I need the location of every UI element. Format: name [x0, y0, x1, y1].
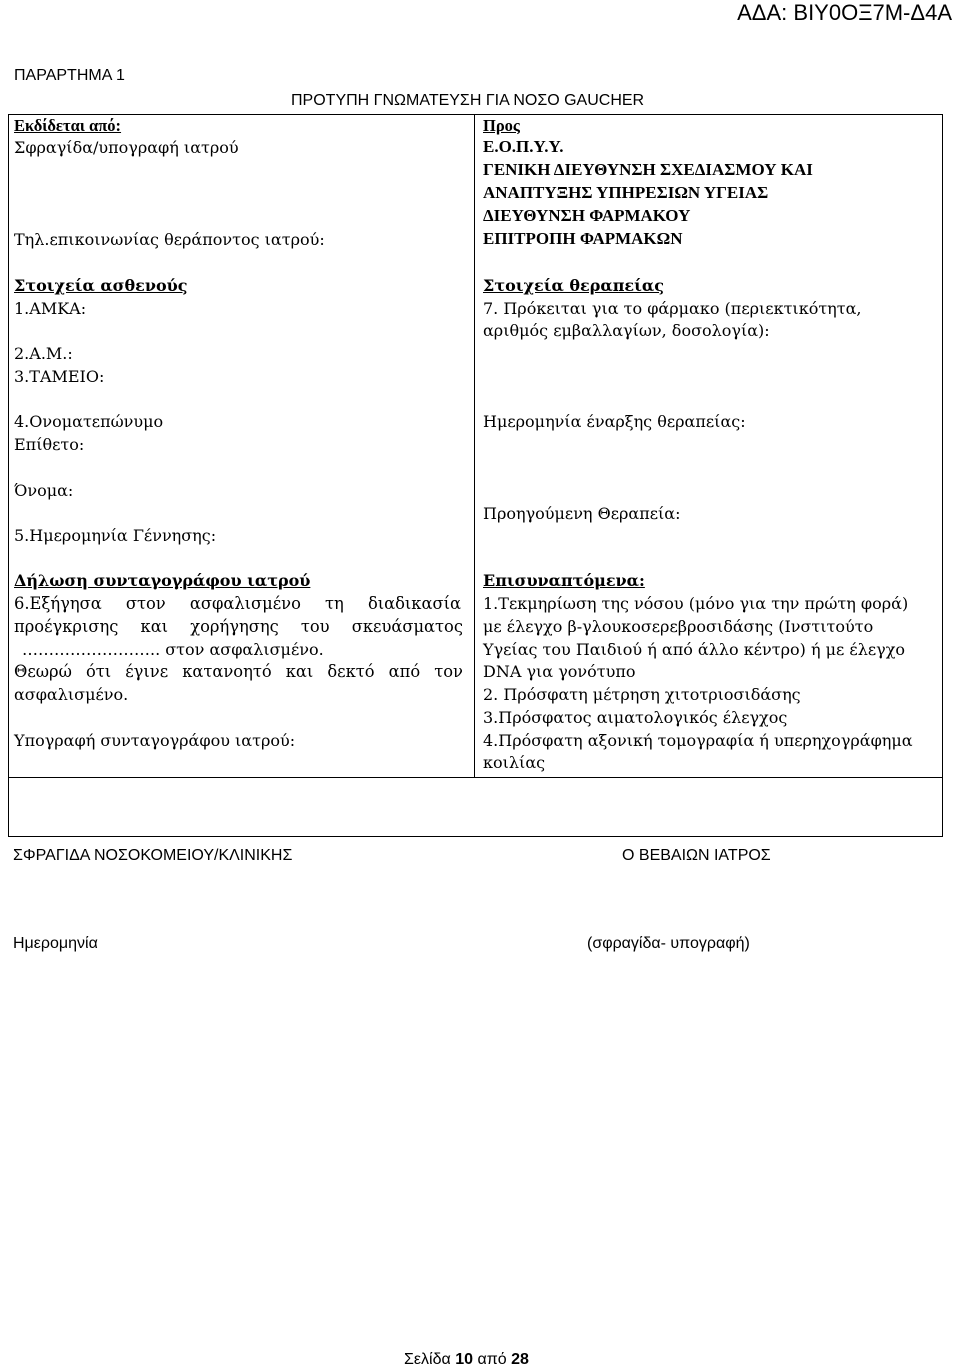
declaration-word: διαδικασία [367, 594, 461, 613]
page-number [404, 1351, 529, 1369]
first-name-field: Όνομα: [14, 481, 74, 500]
surname-field: Επίθετο: [14, 435, 85, 454]
declaration-word: 6.Εξήγησα [14, 594, 102, 613]
recipient-line: ΔΙΕΥΘΥΝΣΗ ΦΑΡΜΑΚΟΥ [483, 206, 691, 225]
declaration-heading: Δήλωση συνταγογράφου ιατρού [14, 571, 311, 590]
declaration-word: κατανοητό [182, 662, 272, 681]
recipient-line: Ε.Ο.Π.Υ.Υ. [483, 137, 564, 156]
recipient-heading: Προς [483, 116, 520, 135]
declaration-line: ασφαλισμένο. [14, 685, 129, 704]
amka-field: 1.ΑΜΚΑ: [14, 299, 87, 318]
column-divider [474, 115, 475, 777]
declaration-line: …………………….. στον ασφαλισμένο. [22, 640, 324, 659]
declaration-word: ασφαλισμένο [189, 594, 301, 613]
attachment-line: κοιλίας [483, 753, 546, 772]
page-of: από [477, 1351, 507, 1368]
birth-date-field: 5.Ημερομηνία Γέννησης: [14, 526, 217, 545]
attachment-line: 2. Πρόσφατη μέτρηση χιτοτριοσιδάσης [483, 685, 801, 704]
date-label: Ημερομηνία [13, 935, 98, 952]
attachments-heading: Επισυναπτόμενα: [483, 571, 645, 590]
declaration-word: δεκτό [327, 662, 375, 681]
fund-field: 3.ΤΑΜΕΙΟ: [14, 367, 105, 386]
declaration-line [14, 616, 463, 639]
declaration-word: έγινε [125, 662, 169, 681]
treatment-heading: Στοιχεία θεραπείας [483, 276, 664, 295]
declaration-word: Θεωρώ [14, 662, 72, 681]
attachment-line: 1.Τεκμηρίωση της νόσου (μόνο για την πρώτη φορά) [483, 594, 909, 613]
am-field: 2.Α.Μ.: [14, 344, 73, 363]
declaration-line [14, 661, 463, 684]
declaration-word: και [140, 617, 169, 636]
ada-code: ΑΔΑ: ΒΙΥ0ΟΞ7Μ-Δ4Α [737, 0, 952, 25]
patient-heading: Στοιχεία ασθενούς [14, 276, 188, 295]
page-current: 10 [455, 1351, 473, 1368]
attachment-line: με έλεγχο β-γλουκοσερεβροσιδάσης (Ινστιτούτο [483, 617, 874, 636]
declaration-word: προέγκρισης [14, 617, 119, 636]
issuer-stamp-label: Σφραγίδα/υπογραφή ιατρού [14, 138, 239, 157]
declaration-word: και [285, 662, 314, 681]
certifying-doctor-label: Ο ΒΕΒΑΙΩΝ ΙΑΤΡΟΣ [622, 847, 771, 864]
attachment-line: Υγείας του Παιδιού ή από άλλο κέντρο) ή με έλεγχο [483, 640, 906, 659]
prescriber-signature-field: Υπογραφή συνταγογράφου ιατρού: [14, 731, 296, 750]
previous-treatment-field: Προηγούμενη Θεραπεία: [483, 504, 681, 523]
declaration-line [14, 593, 461, 616]
attachment-line: 4.Πρόσφατη αξονική τομογραφία ή υπερηχογράφημα [483, 731, 913, 750]
page-total: 28 [511, 1351, 529, 1368]
declaration-word: από [388, 662, 421, 681]
name-field: 4.Ονοματεπώνυμο [14, 412, 164, 431]
declaration-word: τον [434, 662, 463, 681]
recipient-line: ΑΝΑΠΤΥΞΗΣ ΥΠΗΡΕΣΙΩΝ ΥΓΕΙΑΣ [483, 183, 769, 202]
page-label: Σελίδα [404, 1351, 451, 1368]
declaration-word: του [300, 617, 330, 636]
declaration-word: σκευάσματος [351, 617, 463, 636]
row-divider [9, 777, 942, 778]
declaration-word: ότι [85, 662, 112, 681]
attachment-line: DNA για γονότυπο [483, 662, 636, 681]
stamp-signature-label: (σφραγίδα- υπογραφή) [587, 935, 750, 952]
form-frame [8, 114, 943, 837]
declaration-word: στον [125, 594, 166, 613]
hospital-stamp-label: ΣΦΡΑΓΙΔΑ ΝΟΣΟΚΟΜΕΙΟΥ/ΚΛΙΝΙΚΗΣ [13, 847, 293, 864]
issuer-phone-label: Τηλ.επικοινωνίας θεράποντος ιατρού: [14, 230, 325, 249]
appendix-label: ΠΑΡΑΡΤΗΜΑ 1 [14, 67, 125, 84]
issuer-heading: Εκδίδεται από: [14, 116, 122, 135]
drug-field-line1: 7. Πρόκειται για το φάρμακο (περιεκτικότητα, [483, 299, 862, 318]
declaration-word: χορήγησης [190, 617, 279, 636]
recipient-line: ΓΕΝΙΚΗ ΔΙΕΥΘΥΝΣΗ ΣΧΕΔΙΑΣΜΟΥ ΚΑΙ [483, 160, 813, 179]
form-title: ΠΡΟΤΥΠΗ ΓΝΩΜΑΤΕΥΣΗ ΓΙΑ ΝΟΣΟ GAUCHER [291, 92, 645, 109]
declaration-word: τη [325, 594, 344, 613]
recipient-line: ΕΠΙΤΡΟΠΗ ΦΑΡΜΑΚΩΝ [483, 229, 683, 248]
drug-field-line2: αριθμός εμβαλλαγίων, δοσολογία): [483, 321, 770, 340]
attachment-line: 3.Πρόσφατος αιματολογικός έλεγχος [483, 708, 788, 727]
start-date-field: Ημερομηνία έναρξης θεραπείας: [483, 412, 746, 431]
